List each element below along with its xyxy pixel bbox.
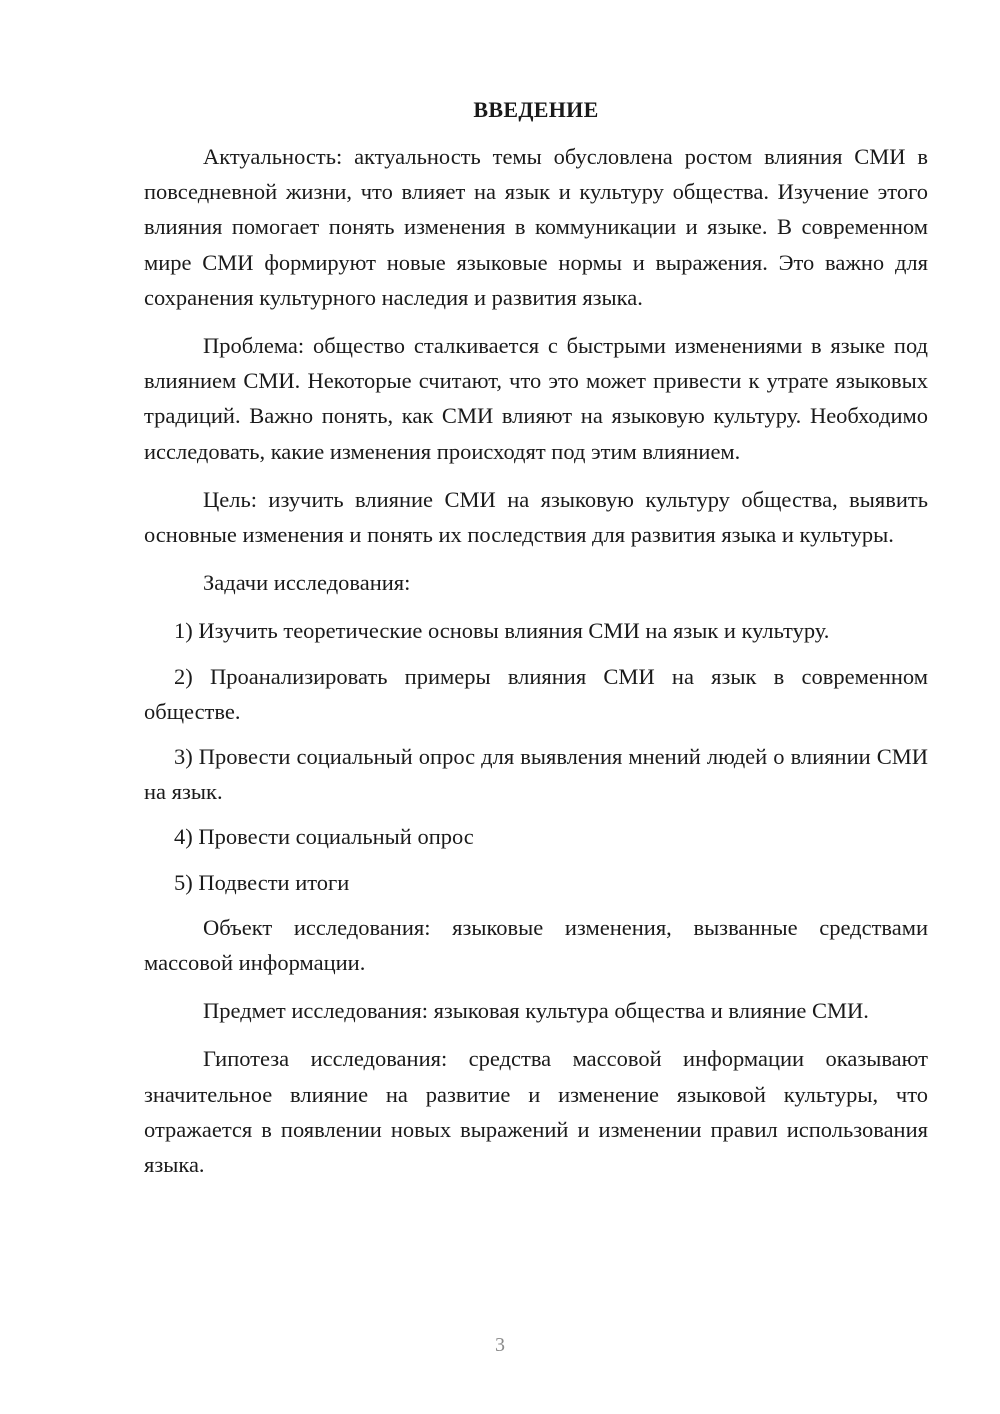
object-paragraph: Объект исследования: языковые изменения, вызванные средствами массовой информации. [144,914,928,976]
page-number: 3 [495,1334,505,1356]
task-item-2: 2) Проанализировать примеры влияния СМИ на язык в современном обществе. [144,663,928,724]
task-item-4: 4) Провести социальный опрос [174,824,474,850]
hypothesis-paragraph: Гипотеза исследования: средства массовой информации оказывают значительное влияние на развитие и изменение языковой культуры, что отражается в появлении новых выражений и изменении правил использования языка. [144,1046,928,1178]
relevance-paragraph: Актуальность: актуальность темы обусловлена ростом влияния СМИ в повседневной жизни, что влияет на язык и культуру общества. Изучение этого влияния помогает понять изменения в коммуникации и языке. В современном мире СМИ формируют новые языковые нормы и выражения. Это важно для сохранения культурного наследия и развития языка. [144,144,928,310]
tasks-heading: Задачи исследования: [203,570,411,596]
subject-paragraph: Предмет исследования: языковая культура общества и влияние СМИ. [203,998,869,1024]
goal-paragraph: Цель: изучить влияние СМИ на языковую культуру общества, выявить основные изменения и понять их последствия для развития языка и культуры. [144,486,928,548]
document-body [144,96,928,1195]
task-item-1: 1) Изучить теоретические основы влияния СМИ на язык и культуру. [174,618,830,644]
page-title: ВВЕДЕНИЕ [473,97,599,122]
task-item-3: 3) Провести социальный опрос для выявления мнений людей о влиянии СМИ на язык. [144,744,928,805]
problem-paragraph: Проблема: общество сталкивается с быстрыми изменениями в языке под влиянием СМИ. Некоторые считают, что это может привести к утрате языковых традиций. Важно понять, как СМИ влияют на языковую культуру. Необходимо исследовать, какие изменения происходят под этим влиянием. [144,333,928,464]
task-item-5: 5) Подвести итоги [174,869,350,895]
